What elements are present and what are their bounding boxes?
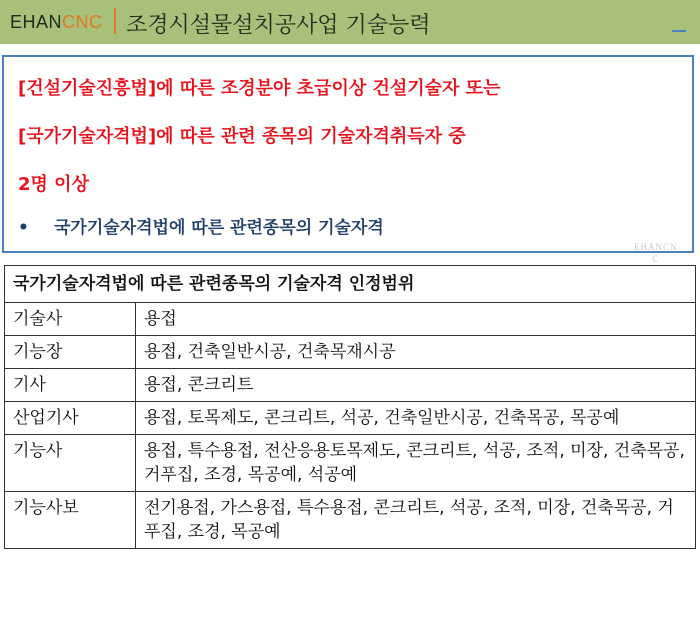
grade-cell: 산업기사: [5, 402, 136, 435]
grade-cell: 기사: [5, 369, 136, 402]
header-bar: [0, 0, 700, 44]
grade-cell: 기능장: [5, 336, 136, 369]
items-cell: 용접, 토목제도, 콘크리트, 석공, 건축일반시공, 건축목공, 목공예: [136, 402, 696, 435]
grade-cell: 기술사: [5, 303, 136, 336]
logo: [10, 12, 103, 33]
items-cell: 용접: [136, 303, 696, 336]
bullet-icon: •: [18, 218, 29, 238]
logo-cnc: CNC: [62, 12, 103, 32]
header-separator: [114, 8, 116, 34]
requirement-line-2: [국가기술자격법]에 따른 관련 종목의 기술자격취득자 중: [18, 126, 466, 147]
watermark: [634, 241, 678, 265]
grade-cell: 기능사: [5, 435, 136, 492]
watermark-line-1: EHANCN: [634, 242, 678, 252]
table-row: [5, 492, 696, 549]
bullet-text: 국가기술자격법에 따른 관련종목의 기술자격: [54, 218, 384, 238]
table-header: 국가기술자격법에 따른 관련종목의 기술자격 인정범위: [5, 266, 696, 303]
requirement-line-3: 2명 이상: [18, 174, 89, 195]
watermark-line-2: C: [652, 254, 660, 264]
items-cell: 용접, 콘크리트: [136, 369, 696, 402]
grade-cell: 기능사보: [5, 492, 136, 549]
qualification-table: [4, 265, 696, 549]
table-row: [5, 369, 696, 402]
table-row: [5, 303, 696, 336]
table-row: [5, 435, 696, 492]
minimize-dash-icon: [672, 30, 686, 32]
items-cell: 전기용접, 가스용접, 특수용접, 콘크리트, 석공, 조적, 미장, 건축목공, 거푸집, 조경, 목공예: [136, 492, 696, 549]
logo-ehan: EHAN: [10, 12, 63, 32]
table-row: [5, 336, 696, 369]
bullet-item: [18, 213, 384, 238]
requirement-line-1: [건설기술진흥법]에 따른 조경분야 초급이상 건설기술자 또는: [18, 78, 501, 99]
page-title: 조경시설물설치공사업 기술능력: [126, 13, 431, 38]
items-cell: 용접, 특수용접, 전산응용토목제도, 콘크리트, 석공, 조적, 미장, 건축목공, 거푸집, 조경, 목공예, 석공예: [136, 435, 696, 492]
table-header-row: [5, 266, 696, 303]
items-cell: 용접, 건축일반시공, 건축목재시공: [136, 336, 696, 369]
table-row: [5, 402, 696, 435]
